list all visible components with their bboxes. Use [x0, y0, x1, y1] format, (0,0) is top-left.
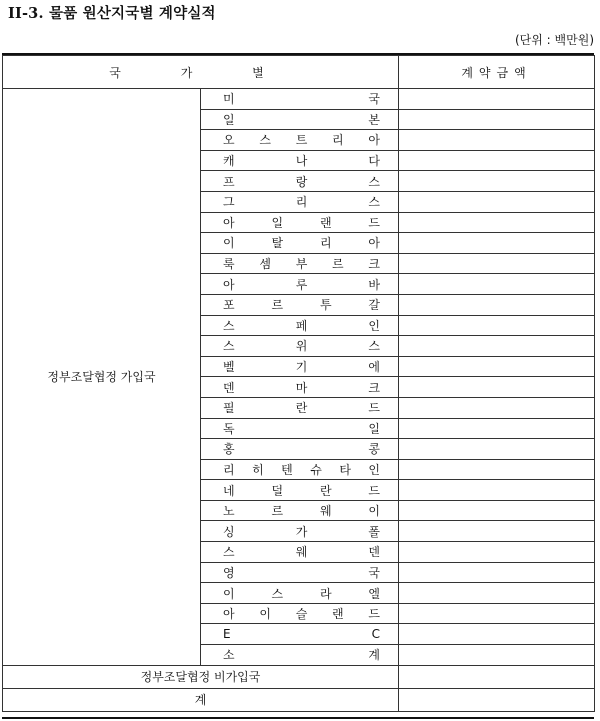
country-name-char: 라	[319, 586, 332, 601]
amount-cell	[399, 603, 595, 624]
country-name-char: 아	[368, 133, 380, 148]
country-name-cell	[201, 336, 399, 357]
amount-cell	[399, 377, 595, 398]
country-name-char: 스	[368, 339, 380, 354]
country-name-cell	[201, 212, 399, 233]
amount-cell	[399, 233, 595, 254]
country-name-char: 오	[223, 133, 235, 148]
country-name-char: 아	[223, 277, 235, 292]
non-member-label: 정부조달협정 비가입국	[3, 665, 399, 688]
country-name-char: 필	[223, 401, 235, 416]
country-name-cell	[201, 89, 399, 110]
country-name-char: 랑	[295, 174, 308, 189]
total-label: 계	[3, 688, 399, 711]
country-name-char: 란	[319, 483, 332, 498]
country-name-cell	[201, 397, 399, 418]
country-name-char: 폴	[368, 524, 380, 539]
country-name-char: 르	[332, 257, 344, 272]
country-name-char: 리	[319, 236, 332, 251]
country-name-char: 드	[368, 607, 380, 622]
country-name-char: 스	[223, 339, 235, 354]
country-name-cell	[201, 583, 399, 604]
country-name-char: 바	[368, 277, 380, 292]
country-name-char: 기	[295, 360, 308, 375]
amount-cell	[399, 356, 595, 377]
country-name-char: 드	[368, 483, 380, 498]
amount-cell	[399, 459, 595, 480]
amount-cell	[399, 645, 595, 666]
country-name-char: 덜	[271, 483, 284, 498]
amount-cell	[399, 480, 595, 501]
country-name-char: 홍	[223, 442, 235, 457]
country-name-char: 에	[368, 360, 380, 375]
country-name-cell	[201, 521, 399, 542]
country-name-cell	[201, 624, 399, 645]
country-name-char: 노	[223, 504, 235, 519]
country-name-char: 랜	[319, 215, 332, 230]
country-name-cell	[201, 253, 399, 274]
country-name-char: 이	[368, 504, 380, 519]
amount-cell	[399, 397, 595, 418]
page-title: II-3. 물품 원산지국별 계약실적	[8, 5, 216, 22]
amount-cell	[399, 521, 595, 542]
country-column-header: 국 가 별	[3, 56, 399, 89]
country-name-char: 아	[223, 607, 235, 622]
table-row	[3, 89, 595, 110]
country-name-char: 부	[295, 257, 308, 272]
country-name-char: 영	[223, 565, 235, 580]
country-name-char: 마	[295, 380, 308, 395]
amount-cell	[399, 253, 595, 274]
country-name-char: 미	[223, 92, 235, 107]
country-name-char: 벨	[223, 360, 235, 375]
country-name-cell	[201, 439, 399, 460]
country-name-char: 위	[295, 339, 308, 354]
country-name-char: 란	[295, 401, 308, 416]
country-name-char: 일	[368, 421, 380, 436]
group-label-member: 정부조달협정 가입국	[3, 89, 201, 666]
amount-cell	[399, 688, 595, 711]
country-name-char: 포	[223, 298, 235, 313]
country-name-char: 독	[223, 421, 235, 436]
country-name-char: 이	[223, 586, 235, 601]
country-name-char: 트	[295, 133, 308, 148]
country-name-cell	[201, 418, 399, 439]
country-name-char: 이	[223, 236, 235, 251]
country-name-cell	[201, 191, 399, 212]
country-name-char: 일	[271, 215, 284, 230]
amount-cell	[399, 665, 595, 688]
country-name-char: 본	[368, 112, 380, 127]
country-name-char: 루	[295, 277, 308, 292]
country-name-char: C	[371, 627, 380, 642]
country-name-char: 투	[319, 298, 332, 313]
country-name-char: 타	[339, 462, 351, 477]
country-name-char: 탈	[271, 236, 284, 251]
country-name-char: 스	[368, 174, 380, 189]
amount-cell	[399, 418, 595, 439]
contract-table	[2, 55, 595, 712]
country-name-char: 랜	[332, 607, 344, 622]
country-name-char: 엘	[368, 586, 380, 601]
country-name-char: 갈	[368, 298, 380, 313]
country-name-char: 일	[223, 112, 235, 127]
country-name-char: 아	[368, 236, 380, 251]
amount-cell	[399, 212, 595, 233]
country-name-char: 드	[368, 401, 380, 416]
country-name-char: 덴	[223, 380, 235, 395]
country-name-cell	[201, 645, 399, 666]
country-name-char: 인	[368, 462, 380, 477]
country-name-char: 나	[295, 154, 308, 169]
country-name-char: 슈	[310, 462, 322, 477]
country-name-cell	[201, 500, 399, 521]
country-name-cell	[201, 274, 399, 295]
country-name-char: 인	[368, 318, 380, 333]
country-name-char: 리	[223, 462, 235, 477]
country-name-cell	[201, 603, 399, 624]
country-name-cell	[201, 109, 399, 130]
country-name-char: 덴	[368, 545, 380, 560]
contract-table-frame	[2, 53, 594, 719]
amount-cell	[399, 315, 595, 336]
amount-column-header: 계약금액	[399, 56, 595, 89]
country-name-char: 국	[368, 565, 380, 580]
country-name-char: 싱	[223, 524, 235, 539]
amount-cell	[399, 500, 595, 521]
amount-cell	[399, 624, 595, 645]
amount-cell	[399, 109, 595, 130]
country-name-char: 콩	[368, 442, 380, 457]
amount-cell	[399, 150, 595, 171]
country-name-cell	[201, 315, 399, 336]
country-name-cell	[201, 233, 399, 254]
country-name-char: 웨	[295, 545, 308, 560]
country-name-char: 슬	[295, 607, 308, 622]
table-row-non-member	[3, 665, 595, 688]
country-name-cell	[201, 459, 399, 480]
amount-cell	[399, 542, 595, 563]
country-name-char: 리	[295, 195, 308, 210]
country-name-char: 아	[223, 215, 235, 230]
country-name-char: 스	[271, 586, 284, 601]
country-name-char: 스	[223, 545, 235, 560]
table-row-total	[3, 688, 595, 711]
country-name-char: 그	[223, 195, 235, 210]
country-name-cell	[201, 130, 399, 151]
amount-cell	[399, 562, 595, 583]
country-name-cell	[201, 150, 399, 171]
country-name-char: 크	[368, 257, 380, 272]
country-name-char: 히	[252, 462, 264, 477]
country-name-char: 웨	[319, 504, 332, 519]
country-name-char: 스	[368, 195, 380, 210]
amount-cell	[399, 274, 595, 295]
country-name-char: 텐	[281, 462, 293, 477]
country-name-cell	[201, 562, 399, 583]
country-name-char: 국	[368, 92, 380, 107]
country-name-char: 캐	[223, 154, 235, 169]
table-header-row	[3, 56, 595, 89]
country-name-char: 드	[368, 215, 380, 230]
country-name-char: 다	[368, 154, 380, 169]
country-name-char: 페	[295, 318, 308, 333]
country-name-cell	[201, 480, 399, 501]
unit-note: (단위 : 백만원)	[515, 33, 594, 47]
amount-cell	[399, 294, 595, 315]
amount-cell	[399, 191, 595, 212]
country-name-char: 룩	[223, 257, 235, 272]
amount-cell	[399, 336, 595, 357]
country-name-char: 소	[223, 648, 235, 663]
country-name-char: 이	[259, 607, 271, 622]
amount-cell	[399, 583, 595, 604]
country-name-char: 프	[223, 174, 235, 189]
country-name-char: 스	[259, 133, 271, 148]
country-name-char: 르	[271, 504, 284, 519]
amount-cell	[399, 171, 595, 192]
country-name-char: 가	[295, 524, 308, 539]
amount-cell	[399, 439, 595, 460]
amount-cell	[399, 89, 595, 110]
country-name-char: 리	[332, 133, 344, 148]
amount-cell	[399, 130, 595, 151]
country-name-cell	[201, 542, 399, 563]
country-name-cell	[201, 171, 399, 192]
country-name-cell	[201, 356, 399, 377]
country-name-char: 네	[223, 483, 235, 498]
country-name-char: E	[223, 627, 231, 642]
country-name-char: 셈	[259, 257, 271, 272]
country-name-cell	[201, 294, 399, 315]
country-name-char: 스	[223, 318, 235, 333]
country-name-char: 르	[271, 298, 284, 313]
country-name-cell	[201, 377, 399, 398]
country-name-char: 크	[368, 380, 380, 395]
country-name-char: 계	[368, 648, 380, 663]
